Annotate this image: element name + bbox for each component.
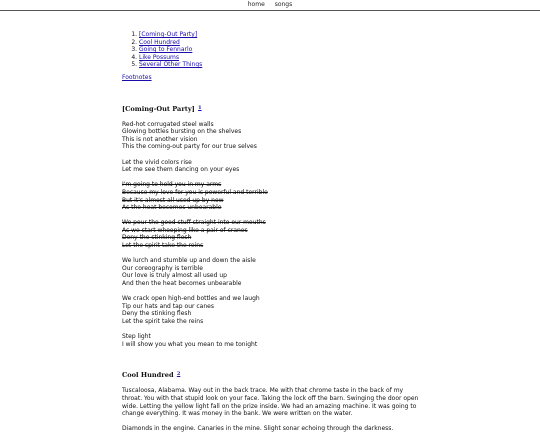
toc-item bbox=[139, 31, 422, 39]
lyric-line: Because my love for you is powerful and terrible bbox=[122, 188, 268, 196]
footnote-ref-2[interactable]: 2 bbox=[176, 371, 181, 378]
toc-link-going-to-fennarlo[interactable]: Going to Fennarlo bbox=[139, 46, 193, 54]
lyric-line: Deny the stinking flesh bbox=[122, 234, 192, 242]
toc-item bbox=[139, 54, 422, 62]
lyric-line: We lurch and stumble up and down the aisle bbox=[122, 257, 256, 265]
lyric-line: Step light bbox=[122, 333, 151, 341]
toc-item bbox=[139, 61, 422, 69]
toc-link-cool-hundred[interactable]: Cool Hundred bbox=[139, 38, 180, 46]
footnote-ref-1[interactable]: 1 bbox=[198, 104, 202, 111]
stanza bbox=[122, 219, 422, 249]
prose-paragraph: Tuscaloosa, Alabama. Way out in the back trace. Me with that chrome taste in the back of my throat. You with that stupid look on your face. Taking the lock off the barn. Swinging the door open wide. Letting the yellow light fall on the prize inside. We had an amazing machine. It was going to change everything. It was money in the bank. We were written on the water. bbox=[122, 387, 419, 418]
lyric-line: Let the spirit take the reins bbox=[122, 242, 204, 250]
toc-item bbox=[139, 46, 422, 54]
nav-home-link[interactable]: home bbox=[247, 1, 265, 8]
lyric-line: Let the vivid colors rise bbox=[122, 158, 192, 166]
prose-paragraph: Diamonds in the engine. Canaries in the mine. Slight sonar echoing through the darkness. bbox=[122, 425, 394, 433]
lyric-line: We pour the good stuff straight into our mouths bbox=[122, 219, 266, 227]
song-prose bbox=[122, 387, 422, 433]
song-title bbox=[122, 370, 422, 379]
lyric-line: We crack open high-end bottles and we laugh bbox=[122, 295, 260, 303]
stanza bbox=[122, 159, 422, 174]
song-title-text: Cool Hundred bbox=[122, 371, 174, 380]
lyric-line: Glowing bottles bursting on the shelves bbox=[122, 128, 242, 136]
lyric-line: Our coreography is terrible bbox=[122, 264, 203, 272]
lyric-line: As the heat becomes unbearable bbox=[122, 204, 222, 212]
lyric-line: As we start whooping like a pair of cranes bbox=[122, 226, 248, 234]
stanza bbox=[122, 181, 422, 211]
toc-item bbox=[139, 39, 422, 47]
lyric-line: Red-hot corrugated steel walls bbox=[122, 120, 214, 128]
lyric-line: This is not another vision bbox=[122, 135, 198, 143]
main-content bbox=[122, 31, 422, 441]
lyric-line: Tip our hats and tap our canes bbox=[122, 302, 214, 310]
song-lyrics bbox=[122, 121, 422, 349]
nav-songs-link[interactable]: songs bbox=[274, 1, 293, 8]
stanza bbox=[122, 121, 422, 151]
footnotes-link[interactable]: Footnotes bbox=[122, 73, 152, 81]
top-nav bbox=[0, 0, 540, 11]
lyric-line: And then the heat becomes unbearable bbox=[122, 280, 242, 288]
stanza bbox=[122, 333, 422, 348]
lyric-line: This the coming-out party for our true selves bbox=[122, 143, 257, 151]
stanza bbox=[122, 295, 422, 325]
song-title-text: [Coming-Out Party] bbox=[122, 104, 195, 113]
toc-link-like-possums[interactable]: Like Possums bbox=[139, 53, 179, 61]
lyric-line: Our love is truly almost all used up bbox=[122, 272, 227, 280]
table-of-contents bbox=[122, 31, 422, 69]
lyric-line: I'm going to hold you in my arms bbox=[122, 181, 222, 189]
lyric-line: Let the spirit take the reins bbox=[122, 318, 204, 325]
toc-link-several-other-things[interactable]: Several Other Things bbox=[139, 61, 203, 69]
song-title bbox=[122, 104, 422, 113]
lyric-line: I will show you what you mean to me tonight bbox=[122, 340, 258, 348]
toc-link-coming-out-party[interactable]: [Coming-Out Party] bbox=[139, 31, 198, 38]
lyric-line: But it's almost all used up by now bbox=[122, 196, 224, 204]
stanza bbox=[122, 257, 422, 287]
lyric-line: Let me see them dancing on your eyes bbox=[122, 166, 240, 174]
lyric-line: Deny the stinking flesh bbox=[122, 310, 192, 318]
